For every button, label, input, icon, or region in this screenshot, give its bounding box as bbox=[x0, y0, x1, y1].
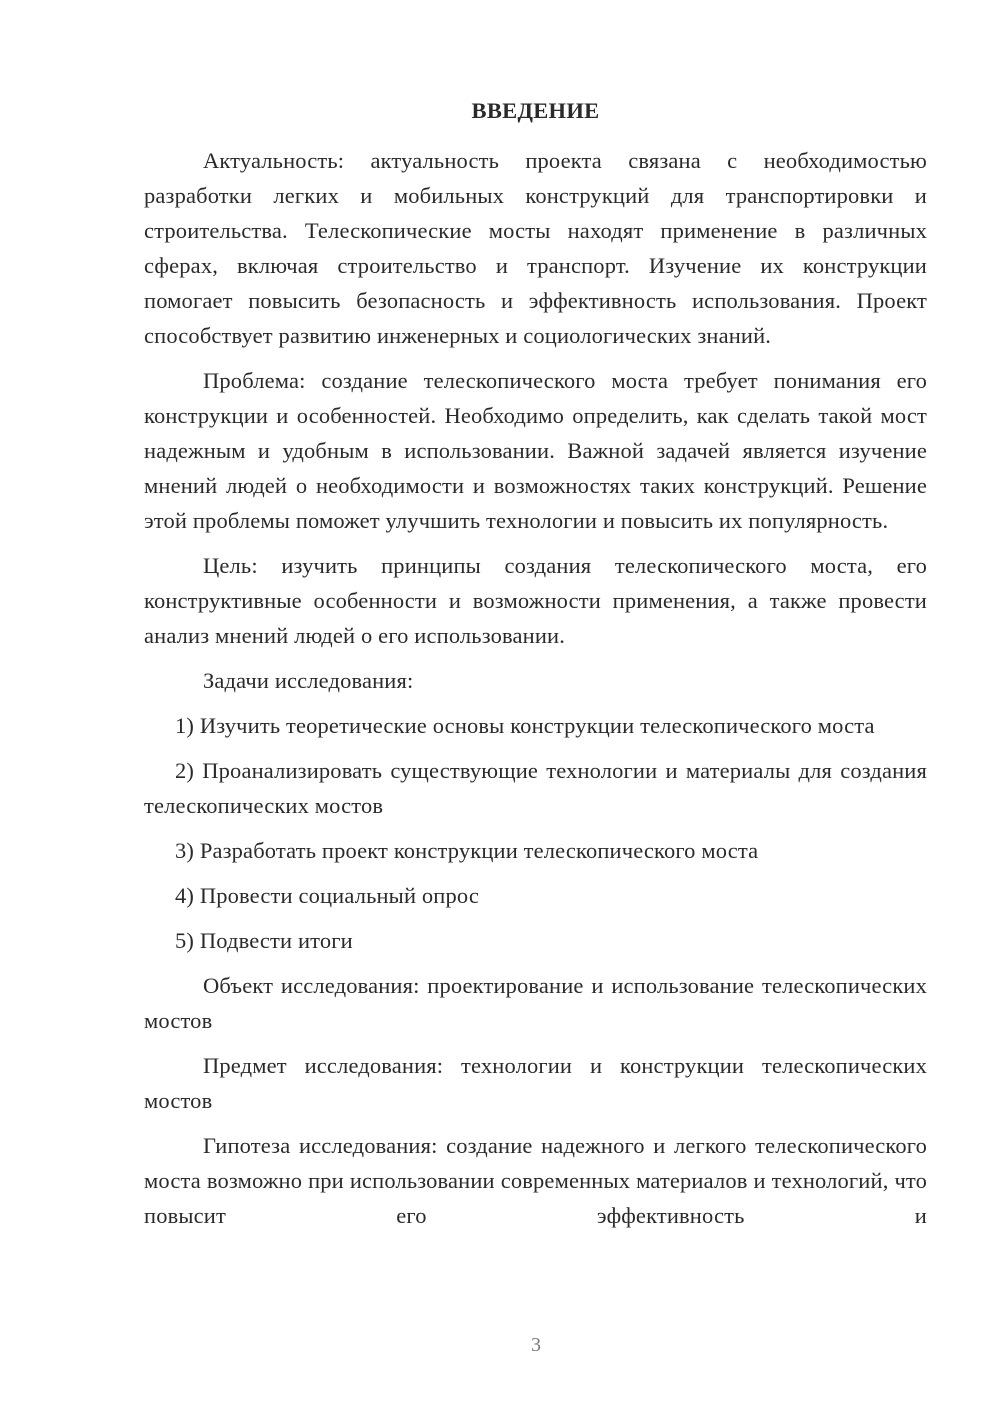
task-item: 4) Провести социальный опрос bbox=[175, 883, 479, 908]
task-item: 3) Разработать проект конструкции телескопического моста bbox=[175, 838, 759, 863]
task-item: 2) Проанализировать существующие технологии и материалы для создания телескопических мостов bbox=[144, 758, 927, 818]
object-paragraph: Объект исследования: проектирование и использование телескопических мостов bbox=[144, 973, 927, 1033]
task-item: 5) Подвести итоги bbox=[175, 928, 353, 953]
tasks-list bbox=[144, 708, 927, 958]
page-number: 3 bbox=[531, 1334, 541, 1356]
relevance-paragraph: Актуальность: актуальность проекта связана с необходимостью разработки легких и мобильных конструкций для транспортировки и строительства. Телескопические мосты находят применение в различных сферах, включая строительство и транспорт. Изучение их конструкции помогает повысить безопасность и эффективность использования. Проект способствует развитию инженерных и социологических знаний. bbox=[144, 148, 927, 348]
tasks-title: Задачи исследования: bbox=[203, 668, 414, 693]
problem-paragraph: Проблема: создание телескопического моста требует понимания его конструкции и особенностей. Необходимо определить, как сделать такой мост надежным и удобным в использовании. Важной задачей является изучение мнений людей о необходимости и возможностях таких конструкций. Решение этой проблемы поможет улучшить технологии и повысить их популярность. bbox=[144, 368, 927, 533]
page-heading: ВВЕДЕНИЕ bbox=[471, 98, 600, 123]
page-content bbox=[144, 93, 927, 1233]
hypothesis-paragraph: Гипотеза исследования: создание надежного и легкого телескопического моста возможно при использовании современных материалов и технологий, что повысит его эффективность и bbox=[144, 1133, 927, 1228]
goal-paragraph: Цель: изучить принципы создания телескопического моста, его конструктивные особенности и возможности применения, а также провести анализ мнений людей о его использовании. bbox=[144, 553, 927, 648]
task-item: 1) Изучить теоретические основы конструкции телескопического моста bbox=[175, 713, 875, 738]
subject-paragraph: Предмет исследования: технологии и конструкции телескопических мостов bbox=[144, 1053, 927, 1113]
